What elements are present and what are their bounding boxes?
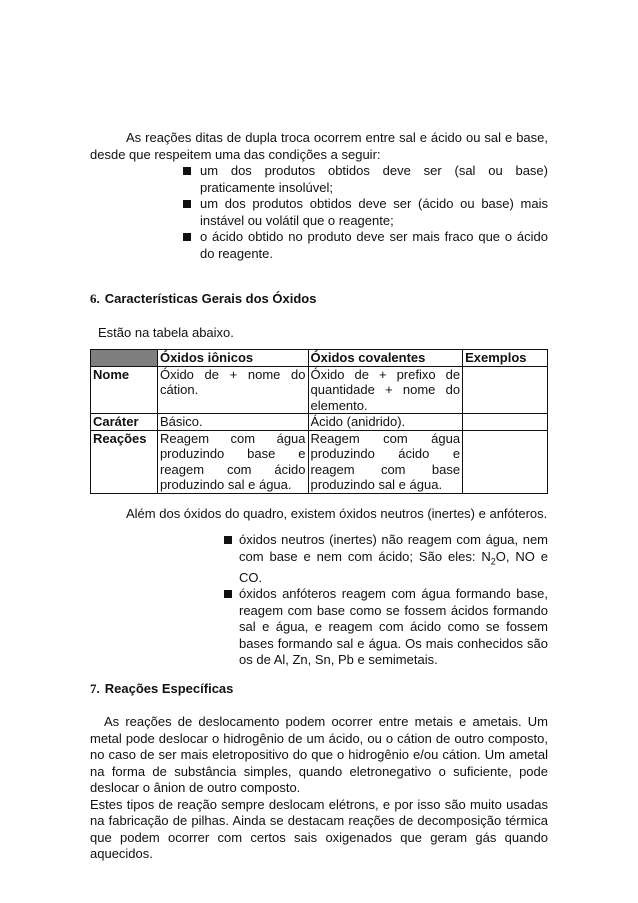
table-cell: Reagem com água produzindo ácido e reagem com base produzindo sal e água. xyxy=(308,430,463,493)
list-item: óxidos neutros (inertes) não reagem com água, nem com base e nem com ácido; São eles: $N_2O$, NO e CO. xyxy=(239,532,548,586)
table-row xyxy=(91,430,548,493)
intro-paragraph: As reações ditas de dupla troca ocorrem entre sal e ácido ou sal e base, desde que respeitem uma das condições a seguir: xyxy=(90,130,548,162)
section-7-paragraph-2: Estes tipos de reação sempre deslocam elétrons, e por isso são muito usadas na fabricação de pilhas. Ainda se destacam reações de decomposição térmica que podem ocorrer com certos sais oxigenados que geram gás quando aquecidos. xyxy=(90,796,548,862)
after-table-paragraph: Além dos óxidos do quadro, existem óxidos neutros (inertes) e anfóteros. xyxy=(126,505,548,521)
oxides-table xyxy=(90,349,548,494)
table-cell: Reagem com água produzindo base e reagem com ácido produzindo sal e água. xyxy=(157,430,308,493)
conditions-list xyxy=(181,163,548,262)
table-header-row xyxy=(91,350,548,367)
list-item: óxidos anfóteros reagem com água formando base, reagem com base como se fossem ácidos formando sal e água, e reagem com ácido como se fossem bases formando sal e água. Os mais conhecidos são os de Al, Zn, Sn, Pb e semimetais. xyxy=(239,586,548,669)
table-cell xyxy=(463,430,548,493)
table-row xyxy=(91,366,548,414)
table-header-cell xyxy=(91,350,158,367)
section-title: Reações Específicas xyxy=(104,680,234,696)
section-number: 7. xyxy=(90,680,100,696)
list-item: o ácido obtido no produto deve ser mais fraco que o ácido do reagente. xyxy=(200,229,548,262)
section-number: 6. xyxy=(90,291,100,306)
table-cell xyxy=(463,414,548,431)
section-7-heading xyxy=(90,681,548,698)
table-header-cell: Exemplos xyxy=(463,350,548,367)
row-label: Caráter xyxy=(91,414,158,431)
square-bullet-icon xyxy=(183,233,191,241)
table-row xyxy=(91,414,548,431)
section-6-lead: Estão na tabela abaixo. xyxy=(98,324,234,340)
table-cell: Óxido de + prefixo de quantidade + nome do elemento. xyxy=(308,366,463,414)
row-label: Reações xyxy=(91,430,158,493)
section-7-paragraph-1: As reações de deslocamento podem ocorrer entre metais e ametais. Um metal pode deslocar o hidrogênio de um ácido, ou o cátion de outro composto, no caso de ser mais eletropositivo do que o hidrogênio e/ou cátion. Um ametal na forma de substância simples, quando eletronegativo o suficiente, pode deslocar o ânion de outro composto. xyxy=(90,714,548,796)
table-cell: Ácido (anidrido). xyxy=(308,414,463,431)
section-6-heading xyxy=(90,291,548,308)
section-title: Características Gerais dos Óxidos xyxy=(104,291,317,306)
table-cell: Básico. xyxy=(157,414,308,431)
table-cell: Óxido de + nome do cátion. xyxy=(157,366,308,414)
square-bullet-icon xyxy=(224,536,232,544)
table-cell xyxy=(463,366,548,414)
list-item: um dos produtos obtidos deve ser (sal ou base) praticamente insolúvel; xyxy=(200,163,548,196)
table-header-cell: Óxidos iônicos xyxy=(157,350,308,367)
document-page xyxy=(90,130,548,863)
square-bullet-icon xyxy=(224,590,232,598)
square-bullet-icon xyxy=(183,200,191,208)
square-bullet-icon xyxy=(183,167,191,175)
row-label: Nome xyxy=(91,366,158,414)
list-item: um dos produtos obtidos deve ser (ácido ou base) mais instável ou volátil que o reagente; xyxy=(200,196,548,229)
oxide-types-list xyxy=(223,532,548,669)
table-header-cell: Óxidos covalentes xyxy=(308,350,463,367)
